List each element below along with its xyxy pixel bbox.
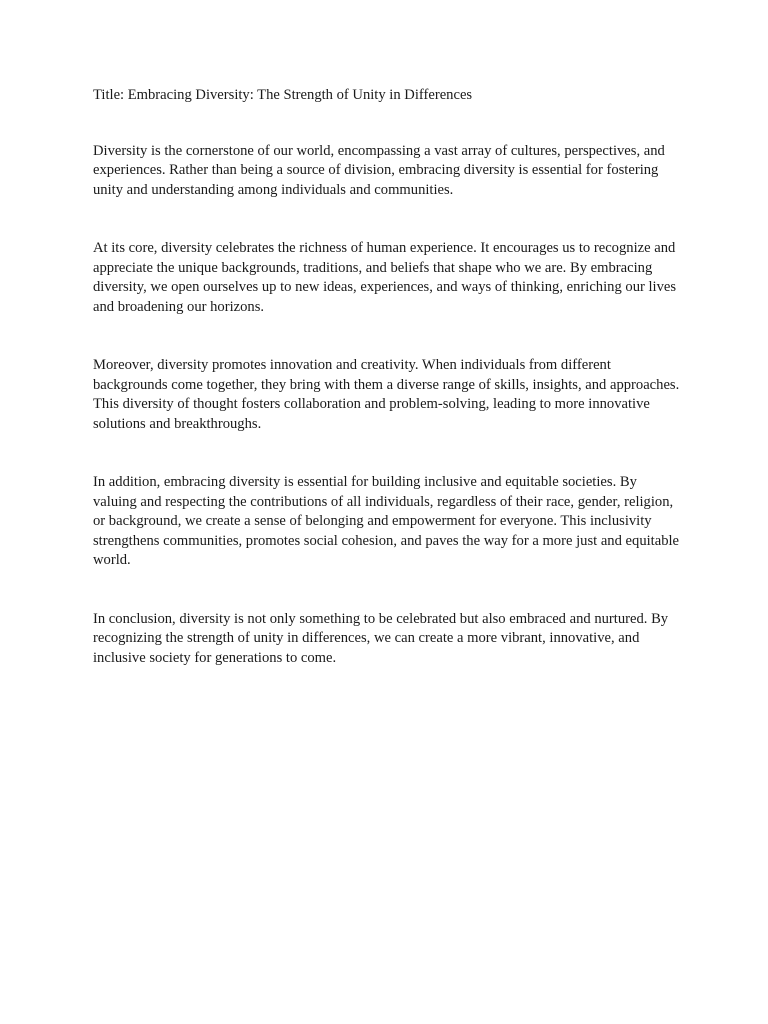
paragraph-innovation: Moreover, diversity promotes innovation and creativity. When individuals from different backgrounds come together, they bring with them a diverse range of skills, insights, and approaches. This diversity of thought fosters collaboration and problem-solving, leading to more innovative solutions and breakthroughs.	[93, 357, 680, 432]
document-body	[93, 86, 683, 707]
paragraph-inclusion: In addition, embracing diversity is essential for building inclusive and equitable societies. By valuing and respecting the contributions of all individuals, regardless of their race, gender, religion, or background, we create a sense of belonging and empowerment for everyone. This inclusivity strengthens communities, promotes social cohesion, and paves the way for a more just and equitable world.	[93, 474, 680, 568]
paragraph-core: At its core, diversity celebrates the richness of human experience. It encourages us to recognize and appreciate the unique backgrounds, traditions, and beliefs that shape who we are. By embracing diversity, we open ourselves up to new ideas, experiences, and ways of thinking, enriching our lives and broadening our horizons.	[93, 240, 677, 315]
paragraph-intro: Diversity is the cornerstone of our world, encompassing a vast array of cultures, perspectives, and experiences. Rather than being a source of division, embracing diversity is essential for fostering unity and understanding among individuals and communities.	[93, 142, 665, 198]
document-title: Title: Embracing Diversity: The Strength of Unity in Differences	[93, 87, 473, 103]
paragraph-conclusion: In conclusion, diversity is not only something to be celebrated but also embraced and nurtured. By recognizing the strength of unity in differences, we can create a more vibrant, innovative, and inclusive society for generations to come.	[93, 610, 669, 666]
